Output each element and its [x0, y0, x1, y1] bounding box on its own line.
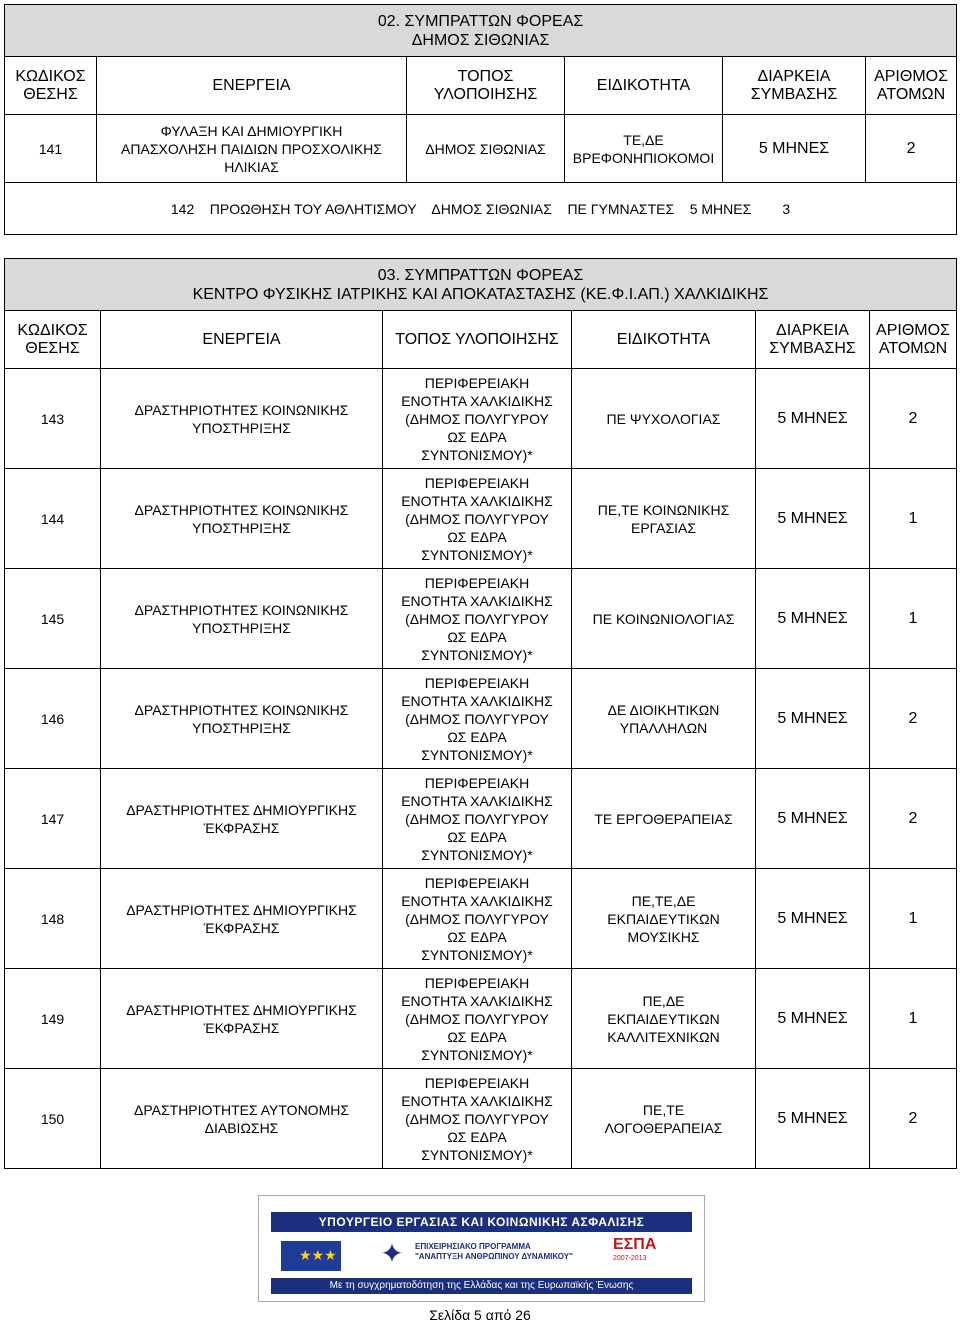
table-row: [5, 183, 957, 235]
place-cell: ΔΗΜΟΣ ΣΙΘΩΝΙΑΣ: [407, 115, 565, 183]
activity-cell: ΦΥΛΑΞΗ ΚΑΙ ΔΗΜΙΟΥΡΓΙΚΗ ΑΠΑΣΧΟΛΗΣΗ ΠΑΙΔΙΩΝ ΠΡΟΣΧΟΛΙΚΗΣ ΗΛΙΚΙΑΣ: [97, 115, 407, 183]
duration-cell: 5 ΜΗΝΕΣ: [756, 669, 870, 769]
persons-cell: 2: [870, 669, 957, 769]
specialty-cell: ΠΕ ΚΟΙΝΩΝΙΟΛΟΓΙΑΣ: [572, 569, 756, 669]
section-02-title: [5, 5, 957, 57]
specialty-cell: ΠΕ ΓΥΜΝΑΣΤΕΣ: [567, 200, 675, 217]
activity-cell: ΔΡΑΣΤΗΡΙΟΤΗΤΕΣ ΔΗΜΙΟΥΡΓΙΚΗΣ ΈΚΦΡΑΣΗΣ: [101, 869, 383, 969]
place-cell: ΠΕΡΙΦΕΡΕΙΑΚΗ ΕΝΟΤΗΤΑ ΧΑΛΚΙΔΙΚΗΣ (ΔΗΜΟΣ ΠΟΛΥΓΥΡΟΥ ΩΣ ΕΔΡΑ ΣΥΝΤΟΝΙΣΜΟΥ)*: [383, 369, 572, 469]
persons-cell: 1: [870, 569, 957, 669]
specialty-cell: ΠΕ,ΤΕ,ΔΕ ΕΚΠΑΙΔΕΥΤΙΚΩΝ ΜΟΥΣΙΚΗΣ: [572, 869, 756, 969]
activity-cell: ΔΡΑΣΤΗΡΙΟΤΗΤΕΣ ΚΟΙΝΩΝΙΚΗΣ ΥΠΟΣΤΗΡΙΞΗΣ: [101, 669, 383, 769]
position-code: 149: [5, 969, 101, 1069]
table-row: [5, 969, 957, 1069]
header-duration: ΔΙΑΡΚΕΙΑ ΣΥΜΒΑΣΗΣ: [723, 57, 866, 115]
section-02-title-line1: 02. ΣΥΜΠΡΑΤΤΩΝ ΦΟΡΕΑΣ: [377, 12, 584, 30]
specialty-cell: ΠΕ,ΔΕ ΕΚΠΑΙΔΕΥΤΙΚΩΝ ΚΑΛΛΙΤΕΧΝΙΚΩΝ: [572, 969, 756, 1069]
duration-cell: 5 ΜΗΝΕΣ: [756, 969, 870, 1069]
place-cell: ΠΕΡΙΦΕΡΕΙΑΚΗ ΕΝΟΤΗΤΑ ΧΑΛΚΙΔΙΚΗΣ (ΔΗΜΟΣ ΠΟΛΥΓΥΡΟΥ ΩΣ ΕΔΡΑ ΣΥΝΤΟΝΙΣΜΟΥ)*: [383, 769, 572, 869]
place-cell: ΠΕΡΙΦΕΡΕΙΑΚΗ ΕΝΟΤΗΤΑ ΧΑΛΚΙΔΙΚΗΣ (ΔΗΜΟΣ ΠΟΛΥΓΥΡΟΥ ΩΣ ΕΔΡΑ ΣΥΝΤΟΝΙΣΜΟΥ)*: [383, 1069, 572, 1169]
persons-cell: 2: [870, 369, 957, 469]
activity-cell: ΠΡΟΩΘΗΣΗ ΤΟΥ ΑΘΛΗΤΙΣΜΟΥ: [209, 200, 417, 217]
header-code: ΚΩΔΙΚΟΣ ΘΕΣΗΣ: [5, 311, 101, 369]
table-row: [5, 115, 957, 183]
duration-cell: 5 ΜΗΝΕΣ: [756, 469, 870, 569]
header-persons: ΑΡΙΘΜΟΣ ΑΤΟΜΩΝ: [866, 57, 957, 115]
page-number: Σελίδα 5 από 26: [429, 1307, 531, 1323]
header-specialty: ΕΙΔΙΚΟΤΗΤΑ: [572, 311, 756, 369]
specialty-cell: ΤΕ ΕΡΓΟΘΕΡΑΠΕΙΑΣ: [572, 769, 756, 869]
table-row: [5, 369, 957, 469]
activity-cell: ΔΡΑΣΤΗΡΙΟΤΗΤΕΣ ΔΗΜΙΟΥΡΓΙΚΗΣ ΈΚΦΡΑΣΗΣ: [101, 969, 383, 1069]
persons-cell: 3: [782, 200, 791, 217]
duration-cell: 5 ΜΗΝΕΣ: [756, 769, 870, 869]
espa-logo: ΕΣΠΑ 2007-2013: [613, 1236, 657, 1262]
duration-cell: 5 ΜΗΝΕΣ: [756, 869, 870, 969]
section-03-title-line2: ΚΕΝΤΡΟ ΦΥΣΙΚΗΣ ΙΑΤΡΙΚΗΣ ΚΑΙ ΑΠΟΚΑΤΑΣΤΑΣΗΣ (ΚΕ.Φ.Ι.ΑΠ.) ΧΑΛΚΙΔΙΚΗΣ: [192, 285, 769, 303]
position-code: 141: [5, 115, 97, 183]
duration-cell: 5 ΜΗΝΕΣ: [689, 200, 752, 217]
inline-row-142: [5, 183, 957, 235]
persons-cell: 2: [866, 115, 957, 183]
persons-cell: 2: [870, 1069, 957, 1169]
table-row: [5, 869, 957, 969]
specialty-cell: ΔΕ ΔΙΟΙΚΗΤΙΚΩΝ ΥΠΑΛΛΗΛΩΝ: [572, 669, 756, 769]
activity-cell: ΔΡΑΣΤΗΡΙΟΤΗΤΕΣ ΚΟΙΝΩΝΙΚΗΣ ΥΠΟΣΤΗΡΙΞΗΣ: [101, 469, 383, 569]
specialty-cell: ΠΕ ΨΥΧΟΛΟΓΙΑΣ: [572, 369, 756, 469]
place-cell: ΠΕΡΙΦΕΡΕΙΑΚΗ ΕΝΟΤΗΤΑ ΧΑΛΚΙΔΙΚΗΣ (ΔΗΜΟΣ ΠΟΛΥΓΥΡΟΥ ΩΣ ΕΔΡΑ ΣΥΝΤΟΝΙΣΜΟΥ)*: [383, 669, 572, 769]
header-duration: ΔΙΑΡΚΕΙΑ ΣΥΜΒΑΣΗΣ: [756, 311, 870, 369]
program-name: ΕΠΙΧΕΙΡΗΣΙΑΚΟ ΠΡΟΓΡΑΜΜΑ "ΑΝΑΠΤΥΞΗ ΑΝΘΡΩΠΙΝΟΥ ΔΥΝΑΜΙΚΟΥ": [415, 1242, 573, 1261]
position-code: 145: [5, 569, 101, 669]
section-03-table: [4, 258, 957, 1169]
activity-cell: ΔΡΑΣΤΗΡΙΟΤΗΤΕΣ ΚΟΙΝΩΝΙΚΗΣ ΥΠΟΣΤΗΡΙΞΗΣ: [101, 369, 383, 469]
header-persons: ΑΡΙΘΜΟΣ ΑΤΟΜΩΝ: [870, 311, 957, 369]
duration-cell: 5 ΜΗΝΕΣ: [756, 569, 870, 669]
table-row: [5, 569, 957, 669]
specialty-cell: ΠΕ,ΤΕ ΚΟΙΝΩΝΙΚΗΣ ΕΡΓΑΣΙΑΣ: [572, 469, 756, 569]
place-cell: ΠΕΡΙΦΕΡΕΙΑΚΗ ΕΝΟΤΗΤΑ ΧΑΛΚΙΔΙΚΗΣ (ΔΗΜΟΣ ΠΟΛΥΓΥΡΟΥ ΩΣ ΕΔΡΑ ΣΥΝΤΟΝΙΣΜΟΥ)*: [383, 969, 572, 1069]
position-code: 144: [5, 469, 101, 569]
section-03-title-line1: 03. ΣΥΜΠΡΑΤΤΩΝ ΦΟΡΕΑΣ: [377, 266, 584, 284]
persons-cell: 2: [870, 769, 957, 869]
header-specialty: ΕΙΔΙΚΟΤΗΤΑ: [565, 57, 723, 115]
section-02-title-line2: ΔΗΜΟΣ ΣΙΘΩΝΙΑΣ: [411, 31, 550, 49]
place-cell: ΔΗΜΟΣ ΣΙΘΩΝΙΑΣ: [431, 200, 552, 217]
activity-cell: ΔΡΑΣΤΗΡΙΟΤΗΤΕΣ ΑΥΤΟΝΟΜΗΣ ΔΙΑΒΙΩΣΗΣ: [101, 1069, 383, 1169]
section-02-table: [4, 4, 957, 235]
header-activity: ΕΝΕΡΓΕΙΑ: [101, 311, 383, 369]
cofinancing-banner: [258, 1195, 705, 1302]
header-code: ΚΩΔΙΚΟΣ ΘΕΣΗΣ: [5, 57, 97, 115]
position-code: 150: [5, 1069, 101, 1169]
cofinance-text: Με τη συγχρηματοδότηση της Ελλάδας και της Ευρωπαϊκής Ένωσης: [271, 1278, 692, 1294]
program-logo-icon: ✦: [380, 1238, 404, 1269]
place-cell: ΠΕΡΙΦΕΡΕΙΑΚΗ ΕΝΟΤΗΤΑ ΧΑΛΚΙΔΙΚΗΣ (ΔΗΜΟΣ ΠΟΛΥΓΥΡΟΥ ΩΣ ΕΔΡΑ ΣΥΝΤΟΝΙΣΜΟΥ)*: [383, 569, 572, 669]
table-row: [5, 769, 957, 869]
table-row: [5, 469, 957, 569]
persons-cell: 1: [870, 869, 957, 969]
position-code: 143: [5, 369, 101, 469]
duration-cell: 5 ΜΗΝΕΣ: [756, 369, 870, 469]
position-code: 142: [170, 200, 195, 217]
activity-cell: ΔΡΑΣΤΗΡΙΟΤΗΤΕΣ ΔΗΜΙΟΥΡΓΙΚΗΣ ΈΚΦΡΑΣΗΣ: [101, 769, 383, 869]
eu-flag-icon: ★★★: [281, 1241, 341, 1271]
persons-cell: 1: [870, 469, 957, 569]
activity-cell: ΔΡΑΣΤΗΡΙΟΤΗΤΕΣ ΚΟΙΝΩΝΙΚΗΣ ΥΠΟΣΤΗΡΙΞΗΣ: [101, 569, 383, 669]
duration-cell: 5 ΜΗΝΕΣ: [756, 1069, 870, 1169]
section-03-header-row: [5, 311, 957, 369]
duration-cell: 5 ΜΗΝΕΣ: [723, 115, 866, 183]
position-code: 146: [5, 669, 101, 769]
table-row: [5, 1069, 957, 1169]
ministry-title: ΥΠΟΥΡΓΕΙΟ ΕΡΓΑΣΙΑΣ ΚΑΙ ΚΟΙΝΩΝΙΚΗΣ ΑΣΦΑΛΙΣΗΣ: [271, 1212, 692, 1232]
section-03-title: [5, 259, 957, 311]
specialty-cell: ΤΕ,ΔΕ ΒΡΕΦΟΝΗΠΙΟΚΟΜΟΙ: [565, 115, 723, 183]
header-place: ΤΟΠΟΣ ΥΛΟΠΟΙΗΣΗΣ: [383, 311, 572, 369]
table-row: [5, 669, 957, 769]
header-place: ΤΟΠΟΣ ΥΛΟΠΟΙΗΣΗΣ: [407, 57, 565, 115]
place-cell: ΠΕΡΙΦΕΡΕΙΑΚΗ ΕΝΟΤΗΤΑ ΧΑΛΚΙΔΙΚΗΣ (ΔΗΜΟΣ ΠΟΛΥΓΥΡΟΥ ΩΣ ΕΔΡΑ ΣΥΝΤΟΝΙΣΜΟΥ)*: [383, 469, 572, 569]
position-code: 148: [5, 869, 101, 969]
section-02-header-row: [5, 57, 957, 115]
persons-cell: 1: [870, 969, 957, 1069]
specialty-cell: ΠΕ,ΤΕ ΛΟΓΟΘΕΡΑΠΕΙΑΣ: [572, 1069, 756, 1169]
position-code: 147: [5, 769, 101, 869]
header-activity: ΕΝΕΡΓΕΙΑ: [97, 57, 407, 115]
place-cell: ΠΕΡΙΦΕΡΕΙΑΚΗ ΕΝΟΤΗΤΑ ΧΑΛΚΙΔΙΚΗΣ (ΔΗΜΟΣ ΠΟΛΥΓΥΡΟΥ ΩΣ ΕΔΡΑ ΣΥΝΤΟΝΙΣΜΟΥ)*: [383, 869, 572, 969]
